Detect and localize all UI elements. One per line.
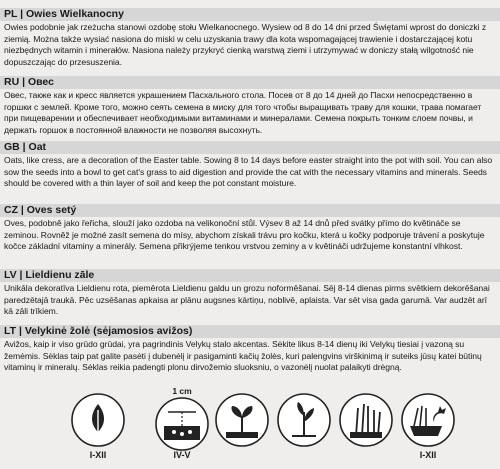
- section-cz: [0, 204, 500, 253]
- section-ru: [0, 76, 500, 136]
- depth-period-label: IV-V: [173, 450, 191, 460]
- growing-icons-row: [0, 384, 500, 469]
- section-body: Oves, podobně jako řeřicha, slouží jako ozdoba na velikonoční stůl. Výsev 8 až 14 dnů před svátky přímo do květináče se zeminou. Rovněž je možné zasít semena do mísy, abychom získali trávu pro kočku, která u kočky podporuje trávení a poskytuje kočce základní vitaminy a minerály. Semena přikrýjeme tenkou vrstvou zeminy a v květináči udržujeme konstantní vlhkost.: [4, 218, 485, 252]
- sowing-depth-icon: [154, 396, 210, 452]
- section-body: Oats, like cress, are a decoration of the Easter table. Sowing 8 to 14 days before easter straight into the pot with soil. You can also sow the seeds into a bowl to get cat's grass to aid digestion and provide the cat with the necessary vitamins and minerals. Seeds should be covered with a thin layer of soil and keep the pot constant moisture.: [4, 155, 493, 189]
- section-heading: GB | Oat: [0, 141, 500, 154]
- section-gb: [0, 141, 500, 190]
- section-body: Avižos, kaip ir viso grūdo grūdai, yra pagrindinis Velykų stalo akcentas. Sėkite likus 8-14 dienų iki Velykų tiesiai į vazoną su žemėmis. Sėklas taip pat galite pasėti į dubenėlį ir pasigaminti kačių žolės, kuri palengvins virškinimą ir suteiks jūsų katei būtinų vitaminų ir mineralų. Sėklas reikia padengti plonu dirvožemio sluoksniu, o vazonėlį nuolat palaikyti drėgną.: [4, 339, 482, 373]
- grass-growth-icon: [338, 392, 394, 448]
- section-body: Unikāla dekoratīva Lieldienu rota, piemērota Lieldienu galdu un grozu noformēšanai. Sēj 8-14 dienas pirms svētkiem dekorēšanai paredzētajā traukā. Pēc uzsēšanas apkaisa ar plānu augsnes kārtiņu, noblivē, aplaista. Var sēt visa gada garumā. Var audzēt arī kā zāli trīkiem.: [4, 283, 490, 317]
- section-body: Овес, также как и кресс является украшением Пасхального стола. Посев от 8 до 14 дней до Пасхи непосредственно в горшки с землей. Кроме того, можно сеять семена в миску для того чтобы выращивать траву для кошки, трава помагает при пищеварении и обеспечивает необходимыми витаминами и минералами. Семена покрыть тонким слоем почвы, и держать горшок в постоянной влажности не позволяя высохнуть.: [4, 90, 482, 135]
- section-lt: [0, 325, 500, 374]
- section-pl: [0, 8, 500, 68]
- section-heading: LV | Lieldienu zāle: [0, 269, 500, 282]
- sowing-depth-text: 1 cm: [172, 386, 192, 396]
- section-body: Owies podobnie jak rzeżucha stanowi ozdobę stołu Wielkanocnego. Wysiew od 8 do 14 dni przed Świętami wprost do doniczki z ziemią. Można także wysiać nasiona do miski w celu uzyskania trawy dla kota wspomagającej trawienie i dostarczającej kotu niezbędnych witamin i minerałów. Nasiona należy przykryć cienką warstwą ziemi i utrzymywać w doniczy stałą wilgotność nie dopuszczając do przesuszenia.: [4, 22, 487, 67]
- cat-grass-icon: [400, 392, 456, 448]
- seedling-icon: [276, 392, 332, 448]
- section-heading: PL | Owies Wielkanocny: [0, 8, 500, 21]
- cat-grass-period-label: I-XII: [419, 450, 437, 460]
- section-heading: LT | Velykinė žolė (sėjamosios avižos): [0, 325, 500, 338]
- sowing-calendar-icon: [70, 392, 126, 448]
- section-heading: CZ | Oves setý: [0, 204, 500, 217]
- sowing-period-label: I-XII: [89, 450, 107, 460]
- germination-icon: [214, 392, 270, 448]
- section-heading: RU | Овес: [0, 76, 500, 89]
- section-lv: [0, 269, 500, 318]
